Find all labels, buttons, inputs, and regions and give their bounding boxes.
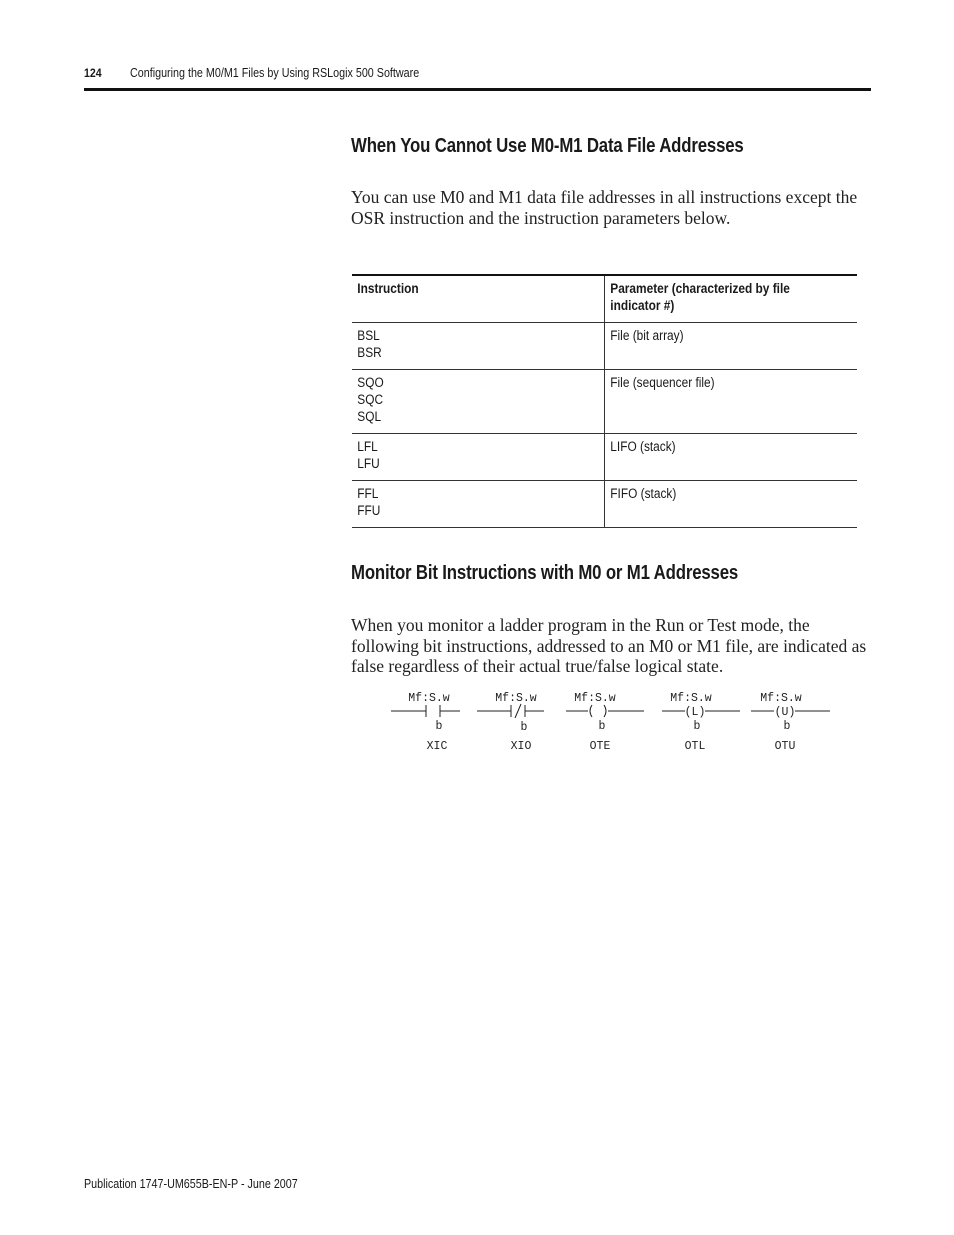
instruction-cell: FFL FFU (352, 481, 605, 528)
column-header-parameter: Parameter (characterized by file indicator #) (610, 281, 790, 313)
parameter-cell: LIFO (stack) (610, 439, 676, 454)
bit-label: b (693, 720, 701, 733)
parameter-cell: File (sequencer file) (610, 375, 715, 390)
bit-label: b (598, 720, 606, 733)
ladder-instruction-xio (477, 692, 544, 753)
instruction-name: OTE (589, 740, 611, 753)
ladder-figure-svg (385, 686, 845, 756)
table-row (352, 370, 857, 434)
table-row (352, 481, 857, 528)
running-title: Configuring the M0/M1 Files by Using RSLogix 500 Software (130, 66, 420, 80)
address-label: Mf:S.w (670, 692, 712, 705)
ladder-instruction-otl (662, 692, 740, 753)
table-row (352, 323, 857, 370)
ladder-instruction-otu (751, 692, 830, 753)
instruction-parameter-table (352, 274, 790, 528)
latch-symbol: (L) (684, 706, 706, 719)
table-header-row (352, 275, 857, 323)
page-number: 124 (84, 66, 102, 80)
header-rule (84, 88, 871, 91)
address-label: Mf:S.w (495, 692, 537, 705)
instruction-cell: SQO SQC SQL (352, 370, 605, 434)
section-heading-monitor-bit-instructions: Monitor Bit Instructions with M0 or M1 Addresses (351, 562, 739, 584)
parameter-cell: File (bit array) (610, 328, 684, 343)
bit-label: b (783, 720, 791, 733)
instruction-name: XIO (510, 740, 532, 753)
address-label: Mf:S.w (574, 692, 616, 705)
instruction-name: OTU (774, 740, 796, 753)
instruction-cell: BSL BSR (352, 323, 605, 370)
ladder-instruction-figure (385, 686, 845, 756)
publication-footer: Publication 1747-UM655B-EN-P - June 2007 (84, 1177, 298, 1191)
instruction-cell: LFL LFU (352, 434, 605, 481)
instruction-name: XIC (426, 740, 448, 753)
column-header-instruction: Instruction (352, 275, 605, 323)
parameter-cell: FIFO (stack) (610, 486, 677, 501)
bit-label: b (520, 721, 528, 734)
section-paragraph-restrictions: You can use M0 and M1 data file addresses in all instructions except the OSR instruction and the instruction parameters below. (351, 187, 858, 228)
ladder-instruction-ote (566, 692, 644, 753)
instruction-name: OTL (684, 740, 706, 753)
address-label: Mf:S.w (408, 692, 450, 705)
address-label: Mf:S.w (760, 692, 802, 705)
section-paragraph-monitor: When you monitor a ladder program in the Run or Test mode, the following bit instructions, addressed to an M0 or M1 file, are indicated as false regardless of their actual true/false logical state. (351, 615, 867, 676)
table-row (352, 434, 857, 481)
bit-label: b (435, 720, 443, 733)
section-heading-m0-m1-restrictions: When You Cannot Use M0-M1 Data File Addresses (351, 135, 744, 157)
ladder-instruction-xic (391, 692, 460, 753)
unlatch-symbol: (U) (774, 706, 796, 719)
